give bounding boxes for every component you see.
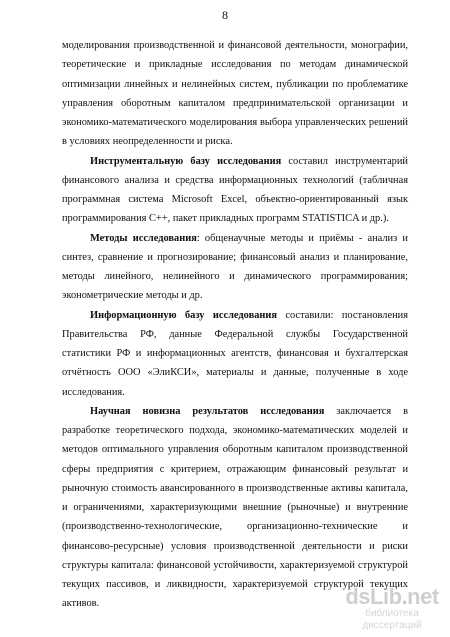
- paragraph-heading: Информационную базу исследования: [90, 309, 278, 321]
- document-body: [62, 36, 408, 614]
- paragraph-instrumental-base: [62, 152, 408, 229]
- paragraph-text: : общенаучные методы и приёмы - анализ и синтез, сравнение и прогнозирование; финансовый анализ и планирование, методы линейного, нелинейного и динамического программирования; эконометрические методы и др.: [62, 232, 408, 302]
- watermark-subtitle: библиотека диссертаций: [362, 608, 422, 631]
- dslib-watermark: [338, 586, 446, 632]
- page-number: 8: [222, 8, 228, 22]
- paragraph-text: моделирования производственной и финансовой деятельности, монографии, теоретические и прикладные исследования по методам динамической оптимизации линейных и нелинейных систем, публикации по проблематике управления оборотным капиталом предпринимательской организации и экономико-математического моделирования выбора управленческих решений в условиях неопределенности и риска.: [62, 40, 408, 148]
- paragraph-scientific-novelty: [62, 402, 408, 614]
- paragraph-text: составил инструментарий финансового анализа и средства информационных технологий (табличная программная система Microsoft Excel, объектно-ориентированный язык программирования С++, пакет прикладных программ STATISTICA и др.).: [62, 155, 408, 225]
- paragraph-heading: Методы исследования: [90, 232, 197, 244]
- paragraph-text: заключается в разработке теоретического подхода, экономико-математических моделей и методов оптимального управления оборотным капиталом производственной сферы предприятия с критерием, отражающим финансовый результат и рыночную стоимость авансированного в производственные активы капитала, и ограничениями, характеризующими внешние (рыночные) и внутренние (производственно-технологические, организационно-технические и финансово-ресурсные) условия производственной деятельности и риски структуры капитала: финансовой устойчивости, характеризуемой структурой текущих пассивов, и ликвидности, характеризуемой структурой текущих активов.: [62, 405, 408, 610]
- dslib-logo: dsLib.net: [345, 584, 439, 609]
- paragraph-methods: [62, 229, 408, 306]
- paragraph-information-base: [62, 306, 408, 402]
- paragraph-intro: [62, 36, 408, 152]
- paragraph-heading: Инструментальную базу исследования: [90, 155, 282, 167]
- paragraph-heading: Научная новизна результатов исследования: [90, 405, 325, 417]
- paragraph-text: составили: постановления Правительства РФ, данные Федеральной службы Государственной статистики РФ и информационных агентств, финансовая и бухгалтерская отчётность ООО «ЭлиКСИ», материалы и данные, полученные в ходе исследования.: [62, 309, 408, 398]
